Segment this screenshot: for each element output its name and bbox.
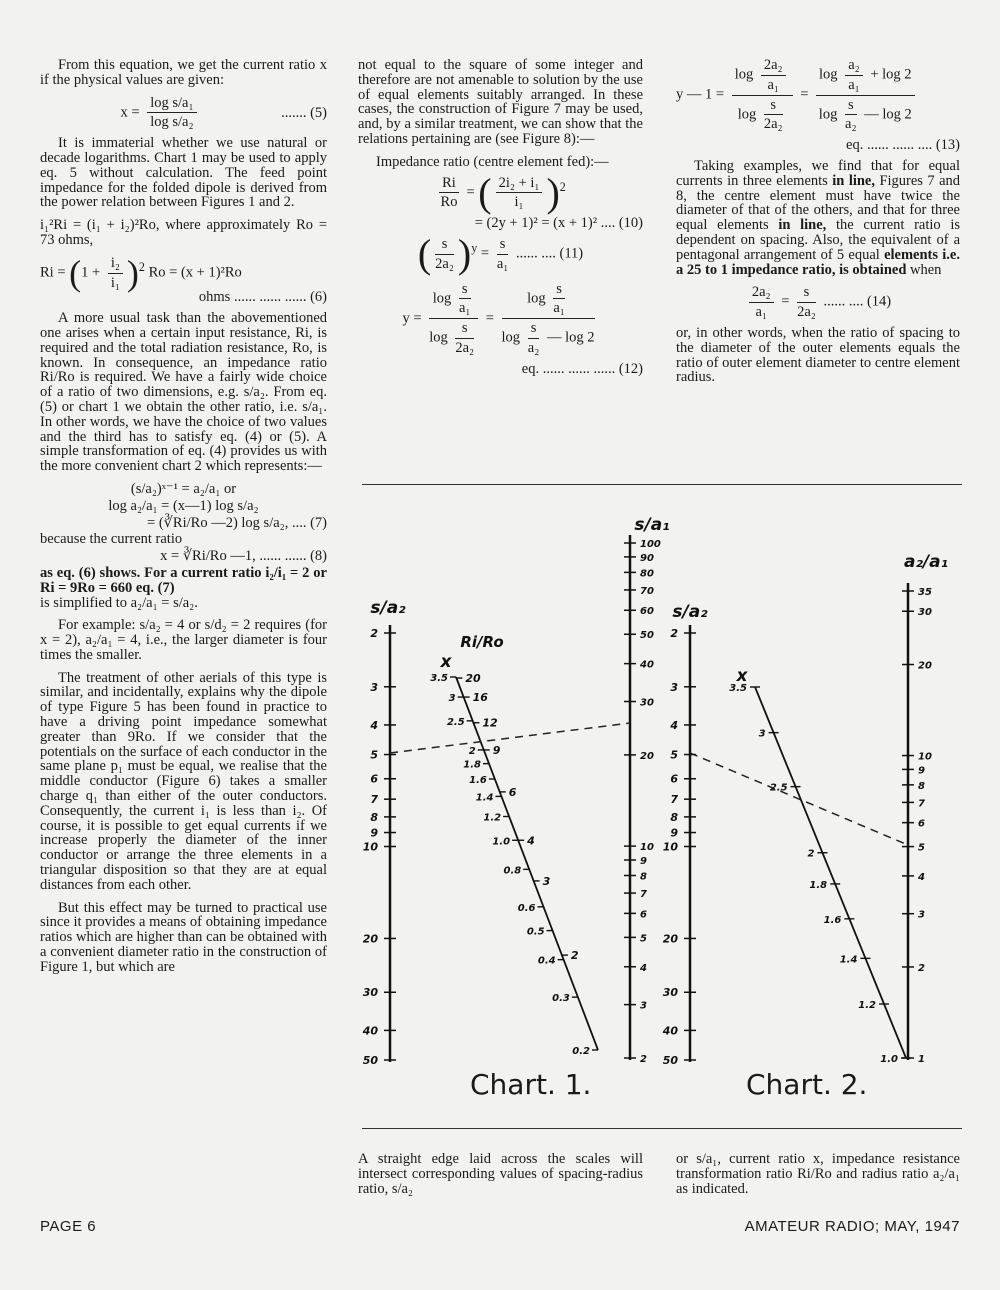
column-3: [676, 58, 960, 393]
col2-paragraph-2: Impedance ratio (centre element fed):—: [376, 153, 609, 170]
chart1-x-axis-line: [456, 677, 598, 1050]
chart1-sa1-tick-label-6: 40: [640, 659, 654, 671]
eq6-lhs: Ri =: [40, 264, 66, 281]
eq13-n2: log: [819, 66, 838, 83]
chart2-sa2-tick-label-0: 2: [670, 627, 678, 640]
chart1-riro-tick-label-7: 2: [570, 949, 579, 963]
col1-paragraph-3: i₁²Ri = (i₁ + i₂)²Ro, where approximately Ro = 73 ohms,: [40, 217, 327, 248]
eq12-d2-frac: [528, 321, 540, 356]
eq12-n1-den: a₁: [458, 300, 471, 317]
chart1-sa2-tick-label-2: 4: [370, 718, 378, 732]
col1-paragraph-6b: as eq. (6) shows. For a current ratio i₂/i₁ = 2 or Ri = 9Ro = 660 eq. (7): [40, 564, 327, 596]
chart2-sa2-tick-label-12: 50: [662, 1054, 678, 1067]
eq13-n2-tail: + log 2: [870, 66, 912, 83]
eq11-tag: ...... .... (11): [516, 245, 584, 262]
eq14-frac-2: [797, 285, 816, 320]
chart2-sa2-tick-label-5: 7: [670, 793, 678, 807]
col3-paragraph-2: or, in other words, when the ratio of spacing to the diameter of the outer elements equals the ratio of outer element diameter to centre element radius.: [676, 324, 960, 386]
col3-p1-g: when: [910, 261, 942, 278]
eq13-tag: eq. ...... ...... .... (13): [846, 137, 960, 154]
chart1-riro-tick-label-4: 6: [508, 785, 517, 799]
caption-right: or s/a₁, current ratio x, impedance resistance transformation ratio Ri/Ro and radius ratio a₂/a₁ as indicated.: [676, 1151, 960, 1197]
eq6-rhs: Ro = (x + 1)²Ro: [148, 264, 242, 281]
col3-p1-f: elements i.e. a 25 to 1 impedance ratio, is obtained: [676, 246, 960, 278]
chart1-sa2-tick-label-11: 40: [362, 1024, 378, 1038]
col3-p1-a: Taking examples, we find that for equal currents in three elements: [676, 157, 960, 189]
eq13-lhs: y — 1 =: [676, 86, 725, 103]
chart1-sa2-tick-label-7: 9: [370, 826, 378, 840]
equation-8: x = ∛Ri/Ro —1, ...... ...... (8): [160, 548, 327, 565]
eq12-tag: eq. ...... ...... ...... (12): [521, 360, 643, 377]
chart2-a2a1-title: a₂/a₁: [903, 552, 949, 572]
chart2-sa2-tick-label-3: 5: [670, 748, 678, 762]
chart-2: [662, 552, 948, 1067]
chart-2-title: Chart. 2.: [746, 1068, 868, 1101]
equation-11: ( $\frac{s}{\text{2a₂}}$ )$^y$ = $\frac{s}{\text{a₁}}$ ...... .... (11): [417, 230, 584, 276]
rule-top: [362, 484, 962, 485]
chart2-x-title: x: [736, 666, 748, 686]
chart1-x-tick-label-10: 0.6: [517, 902, 536, 914]
chart1-sa2-tick-label-10: 30: [362, 986, 378, 1000]
chart1-x-tick-label-9: 0.8: [503, 865, 522, 877]
chart2-a2a1-tick-label-1: 30: [918, 607, 932, 619]
chart2-sa2-tick-label-6: 8: [670, 810, 678, 824]
chart2-sa2-tick-label-1: 3: [670, 680, 678, 694]
chart2-a2a1-tick-label-5: 8: [918, 780, 925, 792]
chart2-x-tick-label-3: 2: [807, 848, 815, 860]
eq14-num: 2a₂: [749, 285, 774, 303]
chart1-x-tick-label-8: 1.0: [492, 836, 511, 848]
chart1-x-tick-label-0: 3.5: [430, 673, 448, 684]
chart2-x-tick-label-7: 1.2: [858, 1000, 877, 1012]
eq12-n1-frac: [459, 282, 471, 317]
chart1-sa2-tick-label-4: 6: [370, 772, 378, 786]
chart1-riro-title: Ri/Ro: [460, 633, 504, 651]
chart2-sa2-tick-label-7: 9: [670, 826, 678, 840]
chart1-riro-tick-label-2: 12: [482, 716, 498, 730]
eq10-frac-2: [496, 176, 543, 211]
eq11-num: s: [435, 237, 454, 255]
chart1-sa1-title: s/a₁: [634, 515, 670, 535]
chart1-sa1-tick-label-15: 4: [640, 962, 647, 974]
col1-paragraph-8: The treatment of other aerials of this type is similar, and incidentally, explains why the dipole of type Figure 5 has been found in practice to have a driving point impedance somewhat greater than 9Ro. If we consider that the potentials on the surface of each conductor in the same plane p₁ must be equal, we realise that the middle conductor (Figure 6) takes a smaller charge q₁ than either of the outer conductors. Consequently, the current i₁ is less than i₂. Of course, it is possible to get equal currents if we increase properly the diameter of the inner conductor or arrange the three elements in a triangular disposition so that they are at equal distances from each other.: [40, 669, 327, 893]
chart1-sa2-tick-label-3: 5: [370, 748, 378, 762]
chart1-sa1-tick-label-17: 2: [640, 1054, 647, 1065]
chart1-sa1-tick-label-10: 9: [640, 855, 647, 867]
chart2-x-tick-label-4: 1.8: [809, 879, 828, 891]
chart2-sa2-title: s/a₂: [672, 602, 708, 622]
chart1-sa1-tick-label-16: 3: [640, 1000, 647, 1012]
chart1-sa1-tick-label-9: 10: [640, 842, 654, 854]
chart1-x-tick-label-6: 1.4: [475, 792, 494, 804]
equation-6: Ri = (1 + $\frac{\text{i₂}}{\text{i₁}}$ )$^2$ Ro = (x + 1)²Ro ohms ...... ...... ...... (6): [40, 252, 327, 306]
equation-10a: $\frac{Ri}{Ro}$ = ( $\frac{\text{2i₂ + i₁}}{\text{i₁}}$ )$^2$: [440, 169, 566, 215]
eq10-num2: 2i₂ + i₁: [496, 176, 543, 194]
journal-info: AMATEUR RADIO; MAY, 1947: [744, 1218, 960, 1235]
eq6-den: i₁: [110, 274, 120, 291]
column-2: [358, 58, 643, 377]
eq5-fraction: [147, 96, 196, 131]
col1-paragraph-6: is simplified to a₂/a₁ = s/a₂.: [40, 594, 198, 611]
col1-paragraph-1: From this equation, we get the current ratio x if the physical values are given:: [40, 57, 327, 88]
col1-paragraph-4: A more usual task than the abovementioned one arises when a certain input resistance, Ri, is required and the total radiation resistance, Ro, is known. In consequence, an impedance ratio Ri/Ro is required. We have a fairly wide choice of a ratio of two dimensions, e.g. s/a₂. From eq. (5) or chart 1 we obtain the other ratio, i.e. s/a₁. In other words, we have the choice of two values and the third has to satisfy eq. (4) or (5). A simple transformation of eq. (4) provides us with the more convenient chart 2 which represents:—: [40, 310, 327, 475]
eq13-d1: log: [737, 106, 757, 123]
chart1-x-tick-label-4: 1.8: [463, 759, 481, 771]
chart2-x-axis-line: [755, 687, 906, 1058]
col1-paragraph-5: because the current ratio: [40, 531, 183, 548]
eq10-den: Ro: [440, 194, 458, 211]
equation-14: $\frac{\text{2a₂}}{\text{a₁}}$ = $\frac{s}{\text{2a₂}}$ ...... .... (14): [676, 285, 960, 320]
col3-p1-b: in line,: [832, 172, 875, 189]
chart1-riro-tick-label-0: 20: [465, 672, 481, 686]
chart1-sa1-tick-label-12: 7: [640, 889, 647, 901]
chart2-x-tick-label-5: 1.6: [823, 914, 842, 926]
eq13-d2-num: s: [845, 98, 857, 116]
eq14-num2: s: [797, 285, 816, 303]
chart1-x-tick-label-5: 1.6: [469, 775, 487, 787]
chart1-sa1-tick-label-4: 60: [640, 606, 654, 618]
chart1-x-tick-label-12: 0.4: [537, 955, 556, 967]
eq13-n2-num: a₂: [845, 58, 863, 76]
eq12-n1-num: s: [459, 282, 471, 300]
chart2-a2a1-tick-label-12: 1: [918, 1054, 925, 1065]
col3-p1-e: the current ratio is dependent on spacing. Also, the equivalent of a pentagonal arrangement of 5 equal: [676, 217, 961, 263]
eq13-d2: log: [818, 106, 838, 123]
chart1-sa1-tick-label-5: 50: [640, 630, 654, 642]
equation-5: [40, 96, 327, 131]
eq7-line-a: (s/a₂)ˣ⁻¹ = a₂/a₁ or: [130, 480, 237, 497]
eq5-den: log s/a₂: [150, 114, 194, 131]
eq13-n1: log: [734, 66, 754, 83]
eq13-n1-num: 2a₂: [761, 58, 786, 76]
chart2-a2a1-tick-label-10: 3: [918, 909, 925, 921]
chart1-sa2-tick-label-9: 20: [362, 932, 378, 946]
column-1: [40, 58, 327, 983]
chart2-sa2-tick-label-10: 30: [662, 986, 678, 1000]
eq12-d1: log: [429, 329, 448, 346]
chart2-example-line: [690, 753, 908, 845]
eq11-den2: a₁: [496, 255, 509, 272]
eq12-n2-frac: [553, 282, 565, 317]
eq13-n2-den: a₁: [848, 76, 860, 93]
chart1-sa2-tick-label-1: 3: [370, 680, 378, 694]
eq12-n1: log: [432, 290, 452, 307]
eq14-den: a₁: [755, 304, 767, 321]
eq11-num2: s: [497, 237, 509, 255]
eq5-tag: ....... (5): [281, 104, 327, 121]
eq13-n1-den: a₁: [767, 76, 779, 93]
eq10-frac-1: [439, 176, 459, 211]
chart2-x-tick-label-1: 3: [758, 728, 766, 740]
chart1-sa1-tick-label-7: 30: [640, 697, 654, 709]
eq12-d1-num: s: [455, 321, 474, 339]
col2-paragraph-1: not equal to the square of some integer and therefore are not amenable to solution by the use of equal elements suitably arranged. In these cases, the construction of Figure 7 may be used, and, by a similar treatment, we can show that the relations pertaining are (see Figure 8):—: [358, 57, 643, 147]
eq13-n2-frac: [845, 58, 863, 93]
eq13-d1-den: 2a₂: [763, 116, 783, 133]
eq13-frac-1: [732, 58, 793, 132]
chart1-sa1-tick-label-3: 70: [640, 585, 654, 597]
chart1-riro-tick-label-6: 3: [542, 874, 551, 888]
chart1-sa2-tick-label-5: 7: [370, 793, 378, 807]
eq14-den2: 2a₂: [797, 304, 816, 321]
col3-p1-c: Figures 7 and 8, the centre element must have twice the diameter of that of the others, and that for three equal elements: [676, 172, 961, 234]
chart2-x-tick-label-0: 3.5: [729, 683, 747, 694]
chart2-a2a1-tick-label-11: 2: [918, 962, 925, 974]
eq12-lhs: y =: [402, 309, 422, 326]
eq6-num: i₂: [108, 256, 123, 274]
chart1-x-tick-label-13: 0.3: [552, 993, 570, 1005]
nomogram-charts: [360, 505, 1000, 1115]
eq13-d2-frac: [845, 98, 857, 133]
chart1-x-tick-label-2: 2.5: [446, 716, 465, 728]
equation-10b: = (2y + 1)² = (x + 1)² .... (10): [474, 215, 643, 232]
eq11-exponent: y: [471, 240, 478, 255]
eq12-frac-2: [502, 282, 595, 356]
eq13-d2-tail: — log 2: [864, 106, 912, 123]
chart2-a2a1-tick-label-8: 5: [918, 842, 925, 854]
eq7-line-c: = (∛Ri/Ro —2) log s/a₂, .... (7): [147, 514, 327, 531]
chart2-a2a1-tick-label-7: 6: [918, 818, 925, 830]
chart2-x-tick-label-2: 2.5: [769, 782, 788, 794]
chart-1: [362, 515, 670, 1067]
eq12-d2: log: [501, 329, 521, 346]
eq14-frac-1: [749, 285, 774, 320]
chart2-a2a1-tick-label-6: 7: [918, 798, 925, 810]
chart2-a2a1-tick-label-0: 35: [918, 587, 932, 598]
eq11-frac-2: [497, 237, 509, 272]
chart2-a2a1-tick-label-9: 4: [918, 871, 925, 883]
chart2-sa2-tick-label-2: 4: [670, 718, 678, 732]
eq5-lhs: x =: [120, 104, 140, 121]
chart2-sa2-tick-label-8: 10: [662, 840, 678, 854]
eq6-tag: ohms ...... ...... ...... (6): [198, 289, 327, 306]
chart1-sa2-tick-label-8: 10: [362, 840, 378, 854]
eq7-line-b: log a₂/a₁ = (x—1) log s/a₂: [108, 497, 259, 514]
chart1-x-tick-label-1: 3: [448, 693, 456, 705]
chart1-sa2-title: s/a₂: [370, 598, 406, 618]
chart1-sa2-tick-label-0: 2: [370, 627, 378, 640]
eq13-d1-frac: [764, 98, 783, 133]
eq13-frac-2: [816, 58, 915, 132]
chart1-sa1-tick-label-0: 100: [640, 539, 661, 550]
chart2-a2a1-tick-label-3: 10: [918, 751, 932, 763]
rule-bottom: [362, 1128, 962, 1129]
caption-left: A straight edge laid across the scales will intersect corresponding values of spacing-radius ratio, s/a₂: [358, 1151, 643, 1197]
chart1-sa1-tick-label-2: 80: [640, 568, 654, 580]
eq5-num: log s/a₁: [147, 96, 196, 114]
chart1-riro-tick-label-5: 4: [527, 834, 535, 848]
chart1-sa1-tick-label-1: 90: [640, 552, 654, 564]
chart1-sa2-tick-label-6: 8: [370, 810, 378, 824]
chart1-x-tick-label-14: 0.2: [572, 1046, 590, 1057]
eq13-n1-frac: [761, 58, 786, 93]
equation-13: y — 1 = log $\frac{\text{2a₂}}{\text{a₁}}$ log $\frac{s}{\text{2a₂}}$ = log $\frac{\text{a₂}}{\text{a₁}}$ + log 2 log $\frac{s}{\text{a₂}}$ — log 2: [676, 58, 960, 132]
col1-paragraph-2: It is immaterial whether we use natural or decade logarithms. Chart 1 may be used to apply eq. 5 without calculation. The feed point impedance for the folded dipole is derived from the power relation between Figures 1 and 2.: [40, 135, 327, 211]
chart-1-title: Chart. 1.: [470, 1068, 592, 1101]
chart1-x-tick-label-11: 0.5: [526, 926, 545, 938]
eq11-frac-1: [435, 237, 454, 272]
eq12-frac-1: [429, 282, 478, 356]
chart2-sa2-tick-label-4: 6: [670, 772, 678, 786]
chart1-x-title: x: [440, 652, 452, 672]
chart1-riro-tick-label-3: 9: [492, 743, 501, 757]
eq12-d2-tail: — log 2: [546, 329, 595, 346]
chart2-sa2-tick-label-11: 40: [662, 1024, 678, 1038]
eq10-num: Ri: [439, 176, 459, 194]
eq12-d1-frac: [455, 321, 474, 356]
eq10-den2: i₁: [514, 194, 524, 211]
page-number: PAGE 6: [40, 1218, 97, 1235]
chart2-a2a1-tick-label-2: 20: [918, 660, 932, 672]
chart1-x-tick-label-7: 1.2: [483, 812, 502, 824]
chart1-sa1-tick-label-13: 6: [640, 909, 647, 921]
chart2-x-tick-label-6: 1.4: [839, 954, 858, 966]
chart2-sa2-tick-label-9: 20: [662, 932, 678, 946]
eq12-d2-den: a₂: [527, 339, 540, 356]
eq12-n2: log: [527, 290, 546, 307]
eq11-den: 2a₂: [435, 255, 454, 272]
chart1-riro-tick-label-1: 16: [472, 691, 488, 705]
chart1-sa1-tick-label-8: 20: [640, 750, 654, 762]
eq12-d1-den: 2a₂: [455, 339, 475, 356]
chart1-sa1-tick-label-14: 5: [640, 933, 647, 945]
chart1-example-line: [390, 723, 630, 753]
eq12-n2-den: a₁: [553, 300, 565, 317]
chart1-sa2-tick-label-12: 50: [362, 1054, 378, 1067]
chart2-x-tick-label-8: 1.0: [880, 1054, 898, 1065]
col1-paragraph-7: For example: s/a₂ = 4 or s/d₂ = 2 requires (for x = 2), a₂/a₁ = 4, i.e., the larger diameter is four times the smaller.: [40, 617, 327, 663]
col3-paragraph-1: [676, 159, 960, 277]
eq12-d2-num: s: [528, 321, 540, 339]
chart1-sa1-tick-label-11: 8: [640, 871, 647, 883]
eq13-d2-den: a₂: [845, 116, 857, 133]
eq13-d1-num: s: [764, 98, 783, 116]
equation-12: y = log $\frac{s}{\text{a₁}}$ log $\frac{s}{\text{2a₂}}$ = log $\frac{s}{\text{a₁}}$ log $\frac{s}{\text{a₂}}$ — log 2: [402, 280, 595, 356]
chart1-x-tick-label-3: 2: [468, 745, 476, 757]
chart2-a2a1-tick-label-4: 9: [918, 765, 925, 777]
col3-p1-d: in line,: [778, 217, 827, 234]
eq14-tag: ...... .... (14): [823, 293, 892, 310]
eq6-inner: 1 +: [81, 264, 101, 281]
col1-paragraph-9: But this effect may be turned to practical use since it provides a means of obtaining impedance ratios which are higher than can be obtained with a convenient diameter ratio in the construction of Figure 1, but which are: [40, 899, 327, 975]
eq12-n2-num: s: [553, 282, 565, 300]
eq6-fraction: [108, 256, 123, 291]
